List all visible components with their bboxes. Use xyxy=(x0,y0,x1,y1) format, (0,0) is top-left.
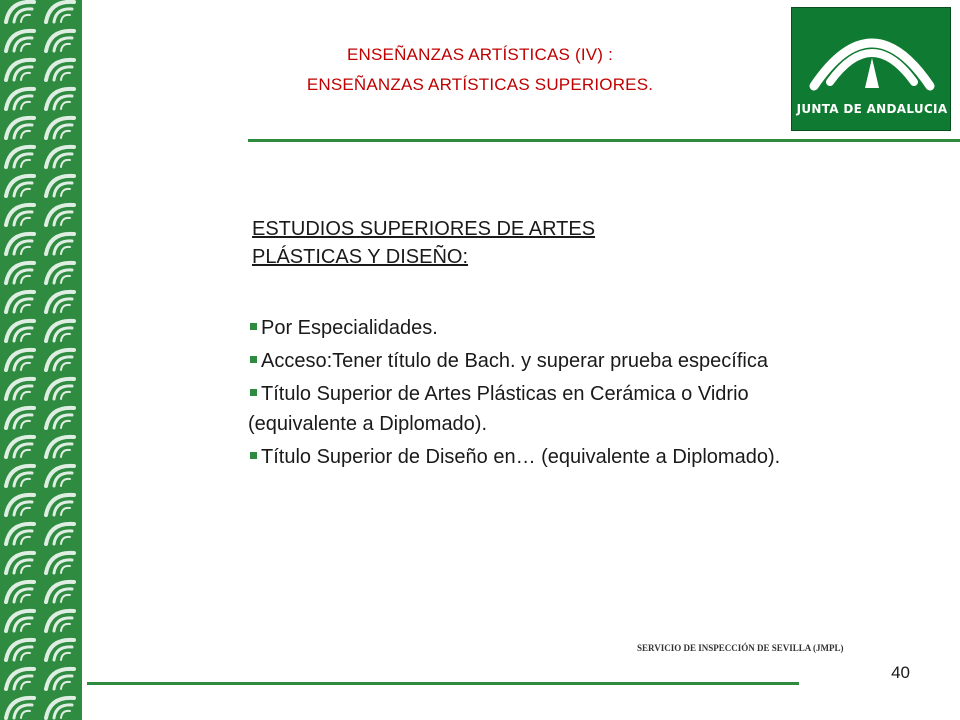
leaf-motif-icon xyxy=(46,2,74,22)
leaf-motif-icon xyxy=(46,89,74,109)
leaf-motif-icon xyxy=(46,582,74,602)
bullet-text: Acceso:Tener título de Bach. y superar prueba específica xyxy=(261,350,768,372)
leaf-motif-icon xyxy=(6,379,34,399)
leaf-motif-icon xyxy=(46,205,74,225)
bullet-square-icon xyxy=(250,389,257,396)
page-number: 40 xyxy=(891,663,910,682)
bullet-square-icon xyxy=(250,356,257,363)
bullet-text: Por Especialidades. xyxy=(261,317,438,339)
page-title-line2: ENSEÑANZAS ARTÍSTICAS SUPERIORES. xyxy=(306,75,654,94)
leaf-motif-icon xyxy=(46,292,74,312)
page-title xyxy=(230,40,730,100)
leaf-motif-icon xyxy=(6,89,34,109)
bullet-square-icon xyxy=(250,452,257,459)
leaf-motif-icon xyxy=(6,234,34,254)
leaf-motif-icon xyxy=(46,495,74,515)
section-heading-line1: ESTUDIOS SUPERIORES DE ARTES xyxy=(252,218,596,240)
leaf-motif-icon xyxy=(6,669,34,689)
bullet-list xyxy=(248,313,808,475)
leaf-motif-icon xyxy=(46,31,74,51)
leaf-motif-icon xyxy=(46,408,74,428)
decorative-side-band xyxy=(0,0,82,720)
leaf-motif-icon xyxy=(46,234,74,254)
bullet-text: Título Superior de Artes Plásticas en Cerámica o Vidrio (equivalente a Diplomado). xyxy=(248,383,749,435)
leaf-motif-icon xyxy=(6,611,34,631)
section-heading-line2: PLÁSTICAS Y DISEÑO: xyxy=(252,246,469,268)
junta-de-andalucia-logo xyxy=(791,7,951,131)
leaf-motif-icon xyxy=(46,60,74,80)
section-heading xyxy=(252,215,722,271)
leaf-motif-icon xyxy=(46,553,74,573)
leaf-motif-icon xyxy=(6,176,34,196)
footer-service-label: SERVICIO DE INSPECCIÓN DE SEVILLA (JMPL) xyxy=(637,643,844,653)
leaf-motif-icon xyxy=(6,205,34,225)
leaf-motif-icon xyxy=(6,31,34,51)
leaf-motif-icon xyxy=(46,118,74,138)
list-item xyxy=(248,313,808,343)
top-divider xyxy=(248,139,960,142)
leaf-motif-icon xyxy=(46,379,74,399)
leaf-motif-icon xyxy=(6,408,34,428)
leaf-motif-icon xyxy=(6,292,34,312)
leaf-motif-icon xyxy=(46,176,74,196)
leaf-motif-icon xyxy=(6,60,34,80)
list-item xyxy=(248,346,808,376)
leaf-motif-icon xyxy=(46,524,74,544)
leaf-motif-icon xyxy=(6,263,34,283)
list-item xyxy=(248,379,808,439)
list-item xyxy=(248,442,808,472)
leaf-motif-icon xyxy=(46,437,74,457)
leaf-motif-icon xyxy=(6,118,34,138)
leaf-motif-icon xyxy=(46,263,74,283)
leaf-motif-icon xyxy=(46,698,74,718)
bottom-divider xyxy=(87,682,799,685)
leaf-motif-icon xyxy=(6,640,34,660)
leaf-motif-icon xyxy=(6,582,34,602)
page-title-line1: ENSEÑANZAS ARTÍSTICAS (IV) : xyxy=(346,45,613,64)
leaf-motif-icon xyxy=(46,640,74,660)
leaf-motif-icon xyxy=(6,698,34,718)
leaf-motif-icon xyxy=(6,495,34,515)
leaf-motif-icon xyxy=(6,466,34,486)
leaf-motif-icon xyxy=(46,350,74,370)
leaf-motif-icon xyxy=(6,147,34,167)
leaf-motif-icon xyxy=(46,611,74,631)
bullet-square-icon xyxy=(250,323,257,330)
leaf-motif-icon xyxy=(46,466,74,486)
logo-text: JUNTA DE ANDALUCIA xyxy=(796,102,948,116)
leaf-motif-icon xyxy=(6,350,34,370)
leaf-motif-icon xyxy=(46,147,74,167)
bullet-text: Título Superior de Diseño en… (equivalente a Diplomado). xyxy=(261,446,781,468)
leaf-motif-icon xyxy=(6,437,34,457)
leaf-motif-icon xyxy=(6,524,34,544)
leaf-motif-icon xyxy=(46,321,74,341)
leaf-motif-icon xyxy=(46,669,74,689)
leaf-pattern-icon xyxy=(0,0,82,720)
leaf-motif-icon xyxy=(6,321,34,341)
leaf-motif-icon xyxy=(6,2,34,22)
leaf-motif-icon xyxy=(6,553,34,573)
